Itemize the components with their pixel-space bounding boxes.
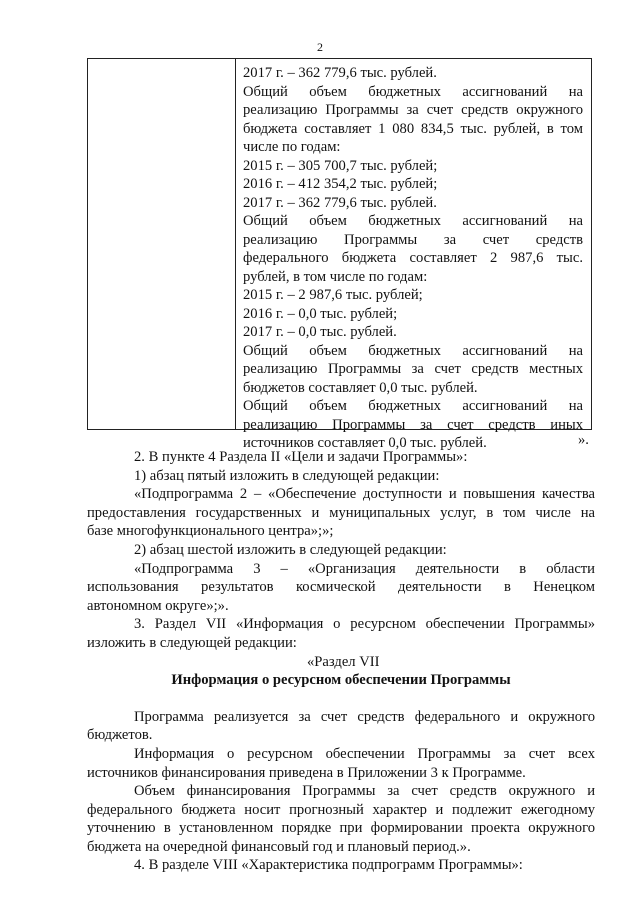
paragraph-line: использования результатов космической деятельности в Ненецком	[87, 579, 595, 596]
paragraph-line: базе многофункционального центра»;»;	[87, 523, 334, 540]
paragraph-line: предоставления государственных и муниципальных услуг, в том числе на	[87, 504, 595, 521]
table-line: источников составляет 0,0 тыс. рублей.	[243, 435, 487, 451]
paragraph-line: автономном округе»;».	[87, 597, 229, 614]
table-line: 2016 г. – 0,0 тыс. рублей;	[243, 305, 398, 322]
paragraph-line: источников финансирования приведена в Приложении 3 к Программе.	[87, 764, 526, 781]
paragraph-line: бюджета на очередной финансовый год и плановый период.».	[87, 838, 471, 855]
table-line: реализацию Программы за счет средств окружного	[243, 102, 583, 118]
financing-table	[87, 58, 592, 451]
table-line: 2016 г. – 412 354,2 тыс. рублей;	[243, 176, 438, 192]
page-number: 2	[317, 40, 323, 54]
paragraph-line: «Подпрограмма 3 – «Организация деятельности в области	[134, 560, 595, 577]
table-line: реализацию Программы за счет средств	[243, 231, 583, 248]
paragraph-line: 2. В пункте 4 Раздела II «Цели и задачи Программы»:	[134, 449, 468, 465]
table-line: рублей, в том числе по годам:	[243, 268, 428, 285]
closing-quote: ».	[578, 432, 589, 448]
paragraph-line: «Подпрограмма 2 – «Обеспечение доступности и повышения качества	[134, 486, 595, 503]
table-line: реализацию Программы за счет средств местных	[243, 361, 583, 377]
spacer	[87, 690, 595, 708]
table-line: бюджета составляет 1 080 834,5 тыс. рублей, в том	[243, 120, 583, 137]
document-body	[87, 448, 595, 875]
table-line: Общий объем бюджетных ассигнований на	[243, 213, 583, 229]
section-heading-number: «Раздел VII	[307, 653, 380, 670]
table-line: Общий объем бюджетных ассигнований на	[243, 342, 583, 359]
paragraph-line: Информация о ресурсном обеспечении Программы за счет всех	[134, 745, 595, 762]
table-line: 2015 г. – 2 987,6 тыс. рублей;	[243, 287, 423, 303]
paragraph-line: Объем финансирования Программы за счет средств окружного и	[134, 783, 595, 800]
paragraph-line: 1) абзац пятый изложить в следующей редакции:	[134, 467, 440, 484]
table-line: Общий объем бюджетных ассигнований на	[243, 83, 583, 100]
table-line: 2017 г. – 362 779,6 тыс. рублей.	[243, 65, 437, 81]
table-line: Общий объем бюджетных ассигнований на	[243, 398, 583, 414]
paragraph-line: бюджетов.	[87, 727, 153, 744]
paragraph-line: 2) абзац шестой изложить в следующей редакции:	[134, 541, 447, 558]
paragraph-line: изложить в следующей редакции:	[87, 634, 297, 651]
table-line: 2017 г. – 0,0 тыс. рублей.	[243, 324, 397, 340]
table-line: федерального бюджета составляет 2 987,6 тыс.	[243, 250, 583, 266]
section-heading-title: Информация о ресурсном обеспечении Программы	[171, 672, 511, 689]
table-cell-financing	[243, 64, 583, 453]
paragraph-line: уточнению в установленном порядке при формировании проекта окружного	[87, 820, 595, 837]
table-line: числе по годам:	[243, 139, 341, 155]
paragraph-line: федерального бюджета носит прогнозный характер и подлежит ежегодному	[87, 801, 595, 818]
table-line: реализацию Программы за счет средств иных	[243, 416, 583, 433]
table-line: 2015 г. – 305 700,7 тыс. рублей;	[243, 157, 438, 174]
paragraph-line: Программа реализуется за счет средств федерального и окружного	[134, 708, 595, 725]
paragraph-line: 3. Раздел VII «Информация о ресурсном обеспечении Программы»	[134, 616, 595, 633]
table-column-divider	[235, 59, 236, 429]
table-line: 2017 г. – 362 779,6 тыс. рублей.	[243, 194, 437, 211]
paragraph-line: 4. В разделе VIII «Характеристика подпрограмм Программы»:	[134, 857, 523, 874]
table-line: бюджетов составляет 0,0 тыс. рублей.	[243, 379, 478, 396]
